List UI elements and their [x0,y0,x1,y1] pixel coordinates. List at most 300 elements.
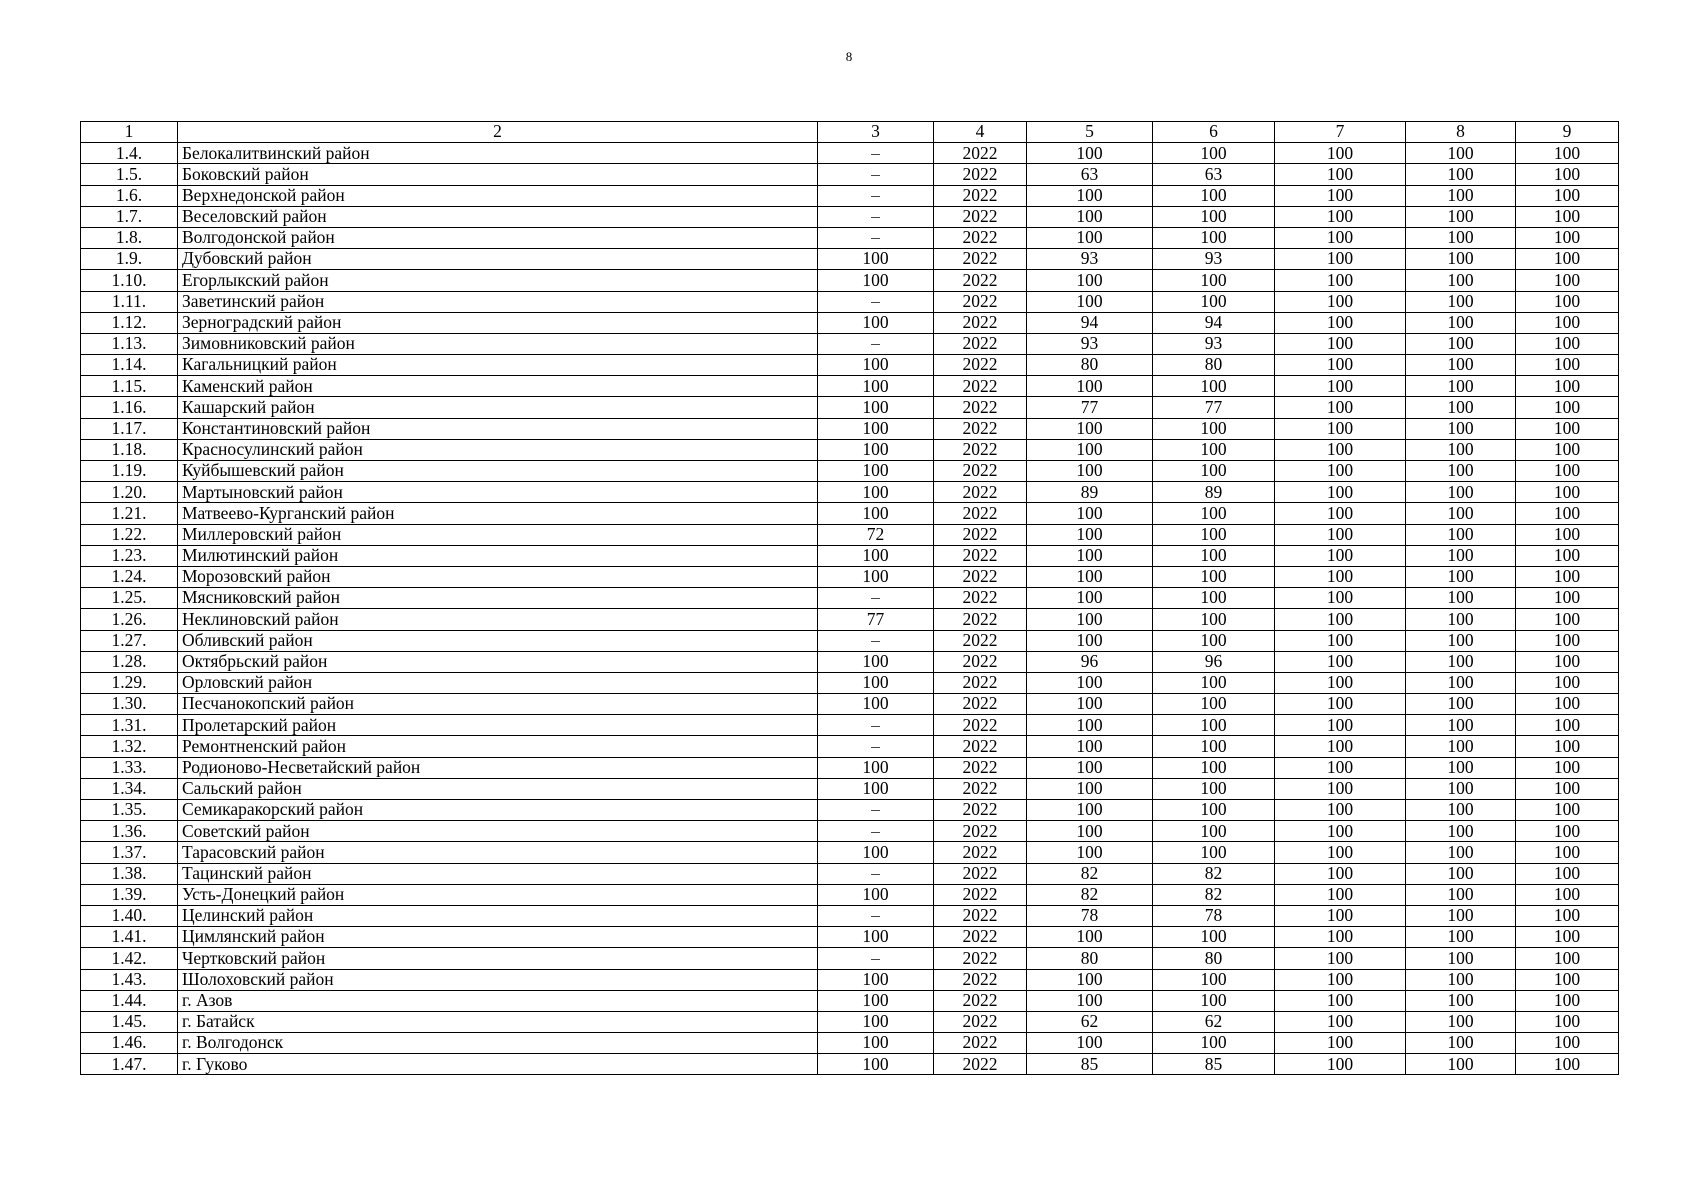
col-9-value: 100 [1516,694,1619,715]
col-8-value: 100 [1406,270,1516,291]
district-name: Целинский район [178,905,818,926]
district-name: Песчанокопский район [178,694,818,715]
page-number: 8 [845,49,853,64]
col-6-value: 100 [1153,418,1275,439]
table-row [81,588,1619,609]
col-3-value: – [818,206,934,227]
district-name: Мартыновский район [178,482,818,503]
col-4-year: 2022 [934,206,1027,227]
table-row [81,164,1619,185]
col-4-year: 2022 [934,312,1027,333]
col-3-value: – [818,736,934,757]
col-3-value: 100 [818,249,934,270]
row-number: 1.15. [81,376,178,397]
col-6-value: 82 [1153,884,1275,905]
table-row [81,1033,1619,1054]
col-6-value: 100 [1153,291,1275,312]
col-8-value: 100 [1406,630,1516,651]
row-number: 1.13. [81,333,178,354]
row-number: 1.10. [81,270,178,291]
col-9-value: 100 [1516,312,1619,333]
col-4-year: 2022 [934,143,1027,164]
col-5-value: 80 [1027,948,1153,969]
district-name: г. Батайск [178,1011,818,1032]
col-7-value: 100 [1275,609,1406,630]
col-5-value: 100 [1027,270,1153,291]
col-5-value: 100 [1027,461,1153,482]
col-9-value: 100 [1516,1011,1619,1032]
col-9-value: 100 [1516,164,1619,185]
col-4-year: 2022 [934,376,1027,397]
col-8-value: 100 [1406,694,1516,715]
col-9-value: 100 [1516,821,1619,842]
col-7-value: 100 [1275,291,1406,312]
col-6-value: 100 [1153,461,1275,482]
col-3-value: 100 [818,461,934,482]
col-5-value: 82 [1027,863,1153,884]
col-6-value: 100 [1153,609,1275,630]
col-7-value: 100 [1275,905,1406,926]
col-9-value: 100 [1516,291,1619,312]
district-name: Родионово-Несветайский район [178,757,818,778]
col-4-year: 2022 [934,482,1027,503]
col-6-value: 100 [1153,694,1275,715]
col-7-value: 100 [1275,884,1406,905]
row-number: 1.47. [81,1054,178,1075]
col-5-value: 100 [1027,672,1153,693]
col-8-value: 100 [1406,715,1516,736]
col-7-value: 100 [1275,694,1406,715]
col-7-value: 100 [1275,270,1406,291]
col-9-value: 100 [1516,333,1619,354]
col-6-value: 100 [1153,672,1275,693]
table-row [81,884,1619,905]
col-7-value: 100 [1275,312,1406,333]
col-7-value: 100 [1275,503,1406,524]
district-name: Зерноградский район [178,312,818,333]
col-3-value: – [818,630,934,651]
col-7-value: 100 [1275,948,1406,969]
col-7-value: 100 [1275,418,1406,439]
col-6-value: 93 [1153,249,1275,270]
district-name: Неклиновский район [178,609,818,630]
col-9-value: 100 [1516,461,1619,482]
district-name: Семикаракорский район [178,800,818,821]
col-7-value: 100 [1275,863,1406,884]
col-7-value: 100 [1275,736,1406,757]
district-name: Каменский район [178,376,818,397]
table-row [81,1054,1619,1075]
district-name: Заветинский район [178,291,818,312]
col-6-value: 93 [1153,333,1275,354]
district-name: Кагальницкий район [178,355,818,376]
col-6-value: 89 [1153,482,1275,503]
col-7-value: 100 [1275,842,1406,863]
col-4-year: 2022 [934,694,1027,715]
col-3-value: – [818,821,934,842]
col-7-value: 100 [1275,1054,1406,1075]
table-row [81,651,1619,672]
col-6-value: 100 [1153,566,1275,587]
row-number: 1.39. [81,884,178,905]
table-row [81,482,1619,503]
col-7-value: 100 [1275,439,1406,460]
row-number: 1.17. [81,418,178,439]
col-4-year: 2022 [934,545,1027,566]
col-7-value: 100 [1275,164,1406,185]
col-9-value: 100 [1516,1033,1619,1054]
col-3-value: 100 [818,694,934,715]
col-8-value: 100 [1406,206,1516,227]
col-4-year: 2022 [934,461,1027,482]
col-7-value: 100 [1275,566,1406,587]
row-number: 1.21. [81,503,178,524]
col-7-value: 100 [1275,821,1406,842]
col-7-value: 100 [1275,1033,1406,1054]
district-name: Матвеево-Курганский район [178,503,818,524]
col-6-value: 63 [1153,164,1275,185]
row-number: 1.30. [81,694,178,715]
col-8-value: 100 [1406,461,1516,482]
col-3-value: 100 [818,270,934,291]
col-6-value: 100 [1153,736,1275,757]
row-number: 1.18. [81,439,178,460]
col-5-value: 100 [1027,715,1153,736]
col-7-value: 100 [1275,249,1406,270]
col-4-year: 2022 [934,778,1027,799]
col-4-year: 2022 [934,948,1027,969]
col-3-value: – [818,185,934,206]
col-3-value: 100 [818,376,934,397]
table-row [81,842,1619,863]
col-8-value: 100 [1406,736,1516,757]
header-cell-col-3-value: 3 [818,122,934,143]
col-6-value: 77 [1153,397,1275,418]
col-5-value: 82 [1027,884,1153,905]
col-8-value: 100 [1406,672,1516,693]
header-cell-col-9-value: 9 [1516,122,1619,143]
col-6-value: 100 [1153,588,1275,609]
col-3-value: 100 [818,757,934,778]
col-4-year: 2022 [934,757,1027,778]
table-row [81,333,1619,354]
col-5-value: 93 [1027,249,1153,270]
col-9-value: 100 [1516,630,1619,651]
district-name: Обливский район [178,630,818,651]
table-row [81,312,1619,333]
col-5-value: 78 [1027,905,1153,926]
col-8-value: 100 [1406,482,1516,503]
row-number: 1.26. [81,609,178,630]
col-4-year: 2022 [934,863,1027,884]
row-number: 1.6. [81,185,178,206]
col-6-value: 100 [1153,1033,1275,1054]
table-row [81,1011,1619,1032]
col-6-value: 80 [1153,948,1275,969]
col-5-value: 100 [1027,800,1153,821]
col-8-value: 100 [1406,609,1516,630]
col-7-value: 100 [1275,397,1406,418]
col-7-value: 100 [1275,461,1406,482]
table-row [81,206,1619,227]
col-5-value: 100 [1027,1033,1153,1054]
col-3-value: – [818,800,934,821]
row-number: 1.20. [81,482,178,503]
col-8-value: 100 [1406,312,1516,333]
col-4-year: 2022 [934,736,1027,757]
district-name: г. Волгодонск [178,1033,818,1054]
district-name: Константиновский район [178,418,818,439]
col-5-value: 85 [1027,1054,1153,1075]
col-4-year: 2022 [934,503,1027,524]
col-4-year: 2022 [934,439,1027,460]
col-6-value: 100 [1153,227,1275,248]
district-name: Сальский район [178,778,818,799]
col-4-year: 2022 [934,927,1027,948]
row-number: 1.14. [81,355,178,376]
row-number: 1.11. [81,291,178,312]
col-4-year: 2022 [934,609,1027,630]
col-5-value: 100 [1027,376,1153,397]
col-5-value: 100 [1027,927,1153,948]
table-row [81,800,1619,821]
col-5-value: 93 [1027,333,1153,354]
col-9-value: 100 [1516,397,1619,418]
row-number: 1.29. [81,672,178,693]
col-8-value: 100 [1406,249,1516,270]
col-8-value: 100 [1406,376,1516,397]
col-5-value: 100 [1027,630,1153,651]
col-3-value: 100 [818,545,934,566]
col-5-value: 63 [1027,164,1153,185]
col-7-value: 100 [1275,927,1406,948]
col-5-value: 100 [1027,185,1153,206]
col-3-value: 100 [818,312,934,333]
col-5-value: 100 [1027,821,1153,842]
col-8-value: 100 [1406,397,1516,418]
col-5-value: 62 [1027,1011,1153,1032]
col-6-value: 80 [1153,355,1275,376]
col-7-value: 100 [1275,969,1406,990]
col-4-year: 2022 [934,397,1027,418]
row-number: 1.22. [81,524,178,545]
col-3-value: 100 [818,1011,934,1032]
col-4-year: 2022 [934,291,1027,312]
col-9-value: 100 [1516,185,1619,206]
col-4-year: 2022 [934,651,1027,672]
col-7-value: 100 [1275,757,1406,778]
col-9-value: 100 [1516,651,1619,672]
col-4-year: 2022 [934,800,1027,821]
col-4-year: 2022 [934,418,1027,439]
district-name: Шолоховский район [178,969,818,990]
data-table [80,121,1619,1075]
district-name: г. Азов [178,990,818,1011]
col-8-value: 100 [1406,164,1516,185]
table-row [81,778,1619,799]
row-number: 1.25. [81,588,178,609]
col-9-value: 100 [1516,715,1619,736]
col-5-value: 100 [1027,143,1153,164]
col-4-year: 2022 [934,715,1027,736]
col-5-value: 100 [1027,842,1153,863]
col-9-value: 100 [1516,482,1619,503]
col-3-value: – [818,227,934,248]
col-5-value: 100 [1027,757,1153,778]
col-7-value: 100 [1275,800,1406,821]
row-number: 1.38. [81,863,178,884]
row-number: 1.5. [81,164,178,185]
col-3-value: – [818,715,934,736]
col-5-value: 100 [1027,206,1153,227]
row-number: 1.35. [81,800,178,821]
col-9-value: 100 [1516,143,1619,164]
col-7-value: 100 [1275,1011,1406,1032]
col-8-value: 100 [1406,418,1516,439]
district-name: Зимовниковский район [178,333,818,354]
col-3-value: 100 [818,990,934,1011]
district-name: Красносулинский район [178,439,818,460]
col-8-value: 100 [1406,227,1516,248]
col-4-year: 2022 [934,588,1027,609]
col-8-value: 100 [1406,588,1516,609]
row-number: 1.44. [81,990,178,1011]
district-name: Милютинский район [178,545,818,566]
table-row [81,757,1619,778]
col-3-value: – [818,588,934,609]
row-number: 1.33. [81,757,178,778]
col-4-year: 2022 [934,1033,1027,1054]
col-3-value: – [818,143,934,164]
col-7-value: 100 [1275,990,1406,1011]
col-8-value: 100 [1406,503,1516,524]
table-row [81,969,1619,990]
col-7-value: 100 [1275,206,1406,227]
header-row [81,122,1619,143]
row-number: 1.12. [81,312,178,333]
col-9-value: 100 [1516,249,1619,270]
col-8-value: 100 [1406,969,1516,990]
col-9-value: 100 [1516,566,1619,587]
col-5-value: 100 [1027,778,1153,799]
col-4-year: 2022 [934,185,1027,206]
col-4-year: 2022 [934,630,1027,651]
col-9-value: 100 [1516,376,1619,397]
col-9-value: 100 [1516,355,1619,376]
col-6-value: 82 [1153,863,1275,884]
row-number: 1.4. [81,143,178,164]
col-6-value: 100 [1153,715,1275,736]
col-8-value: 100 [1406,927,1516,948]
col-3-value: 100 [818,842,934,863]
col-3-value: – [818,291,934,312]
row-number: 1.45. [81,1011,178,1032]
col-7-value: 100 [1275,651,1406,672]
row-number: 1.9. [81,249,178,270]
header-cell-col-5-value: 5 [1027,122,1153,143]
col-3-value: 100 [818,651,934,672]
col-5-value: 100 [1027,439,1153,460]
col-3-value: 100 [818,969,934,990]
col-9-value: 100 [1516,948,1619,969]
col-6-value: 100 [1153,842,1275,863]
table-row [81,715,1619,736]
table-row [81,524,1619,545]
col-7-value: 100 [1275,227,1406,248]
col-5-value: 100 [1027,736,1153,757]
col-6-value: 100 [1153,821,1275,842]
col-8-value: 100 [1406,990,1516,1011]
col-8-value: 100 [1406,524,1516,545]
district-name: г. Гуково [178,1054,818,1075]
col-3-value: – [818,948,934,969]
col-4-year: 2022 [934,884,1027,905]
col-9-value: 100 [1516,736,1619,757]
col-5-value: 77 [1027,397,1153,418]
row-number: 1.24. [81,566,178,587]
row-number: 1.7. [81,206,178,227]
table-row [81,927,1619,948]
col-8-value: 100 [1406,800,1516,821]
col-3-value: 72 [818,524,934,545]
col-3-value: 100 [818,672,934,693]
col-6-value: 100 [1153,439,1275,460]
col-8-value: 100 [1406,1011,1516,1032]
col-8-value: 100 [1406,863,1516,884]
row-number: 1.19. [81,461,178,482]
col-7-value: 100 [1275,143,1406,164]
col-7-value: 100 [1275,715,1406,736]
table-body [81,122,1619,1075]
col-7-value: 100 [1275,355,1406,376]
col-3-value: 100 [818,503,934,524]
col-7-value: 100 [1275,778,1406,799]
col-6-value: 94 [1153,312,1275,333]
col-5-value: 80 [1027,355,1153,376]
col-6-value: 96 [1153,651,1275,672]
district-name: Веселовский район [178,206,818,227]
col-9-value: 100 [1516,439,1619,460]
col-3-value: 100 [818,355,934,376]
col-4-year: 2022 [934,333,1027,354]
table-row [81,270,1619,291]
table-row [81,503,1619,524]
header-cell-col-7-value: 7 [1275,122,1406,143]
col-6-value: 100 [1153,206,1275,227]
col-3-value: 100 [818,884,934,905]
table-row [81,821,1619,842]
col-4-year: 2022 [934,164,1027,185]
col-8-value: 100 [1406,566,1516,587]
col-4-year: 2022 [934,566,1027,587]
table-row [81,376,1619,397]
district-name: Боковский район [178,164,818,185]
col-8-value: 100 [1406,355,1516,376]
col-9-value: 100 [1516,990,1619,1011]
col-3-value: 100 [818,927,934,948]
district-name: Тарасовский район [178,842,818,863]
row-number: 1.36. [81,821,178,842]
row-number: 1.41. [81,927,178,948]
col-9-value: 100 [1516,672,1619,693]
table-row [81,545,1619,566]
col-7-value: 100 [1275,333,1406,354]
col-3-value: 77 [818,609,934,630]
col-7-value: 100 [1275,545,1406,566]
col-9-value: 100 [1516,270,1619,291]
district-name: Миллеровский район [178,524,818,545]
col-6-value: 85 [1153,1054,1275,1075]
